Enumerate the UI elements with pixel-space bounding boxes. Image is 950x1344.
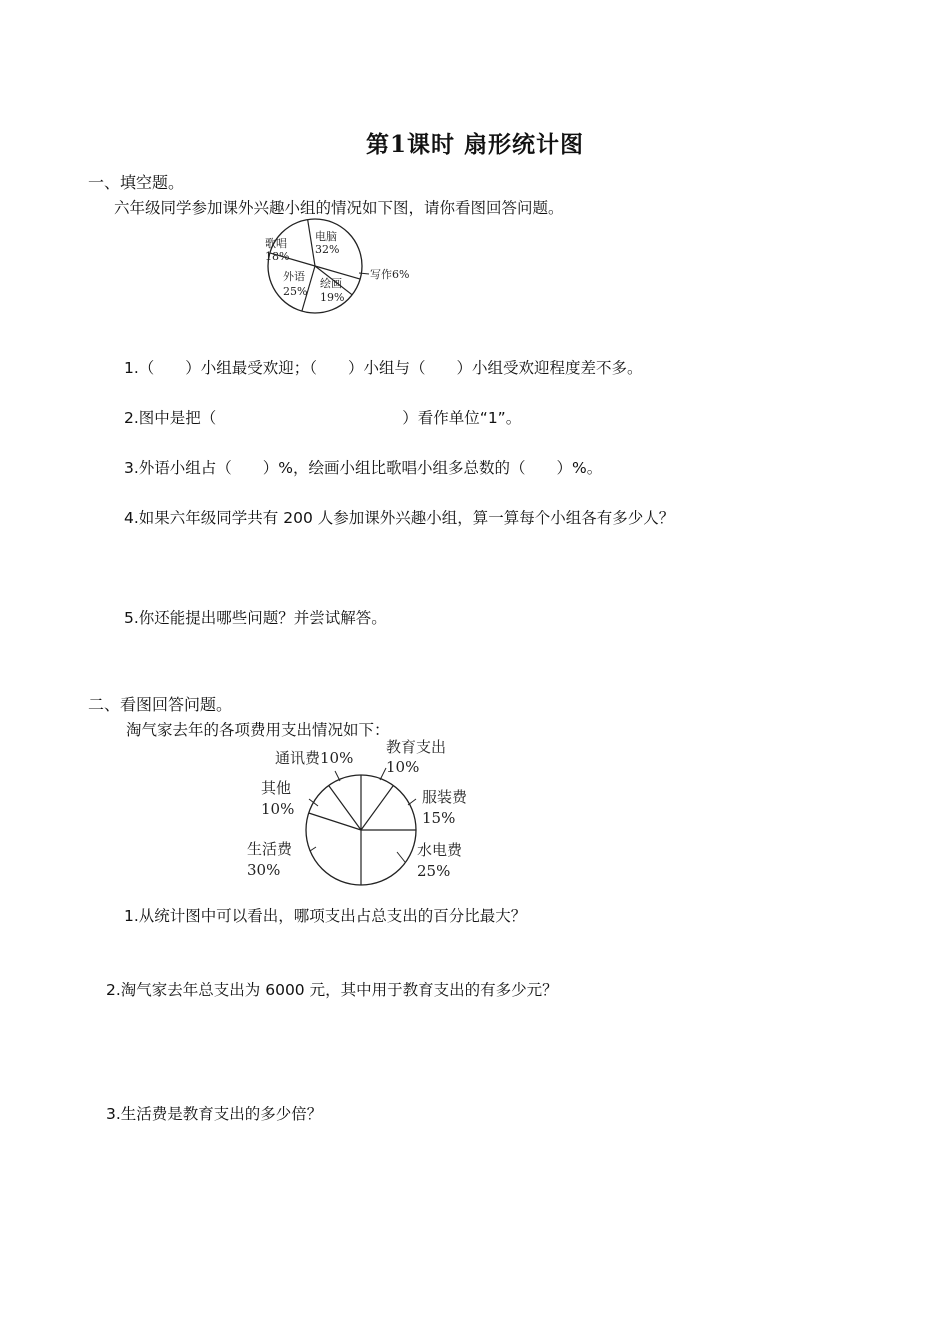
pie2-shenghuo-leader — [310, 847, 316, 851]
section-1-question-1: 1.（ ）小组最受欢迎；（ ）小组与（ ）小组受欢迎程度差不多。 — [124, 359, 643, 377]
pie2-pct-shenghuo: 30% — [247, 861, 281, 879]
pie1-pct-waiyu: 25% — [283, 285, 308, 298]
section-1-question-3: 3.外语小组占（ ）%，绘画小组比歌唱小组多总数的（ ）%。 — [124, 459, 603, 477]
pie2-label-fuzhuang: 服装费 — [422, 788, 468, 806]
section-1-heading: 一、填空题。 — [88, 173, 185, 192]
pie2-pct-fuzhuang: 15% — [422, 809, 456, 827]
pie2-slice-boundary-1 — [361, 786, 393, 831]
pie2-label-shenghuo: 生活费 — [247, 840, 293, 858]
pie2-label-shuidian: 水电费 — [417, 841, 463, 859]
pie2-pct-jiaoyu: 10% — [386, 758, 420, 776]
pie1-pct-diannao: 32% — [315, 243, 340, 256]
pie1-slice-boundary-0 — [308, 220, 315, 266]
page-title: 第1课时 扇形统计图 — [365, 131, 584, 158]
pie2-tongxun-leader — [335, 771, 340, 781]
pie2-label-jiaoyu: 教育支出 — [386, 738, 447, 756]
interest-group-pie-chart — [255, 218, 425, 322]
household-expense-pie-chart — [240, 735, 490, 890]
pie1-pct-gechang: 18% — [265, 250, 290, 263]
pie2-qita-leader — [309, 799, 318, 806]
pie2-fuzhuang-leader — [408, 799, 416, 805]
pie2-pct-shuidian: 25% — [417, 862, 451, 880]
section-2-intro: 淘气家去年的各项费用支出情况如下： — [126, 721, 390, 739]
pie2-slice-boundary-4 — [309, 813, 361, 830]
pie2-pct-qita: 10% — [261, 800, 295, 818]
section-2-heading: 二、看图回答问题。 — [88, 695, 233, 714]
pie1-label-xiezuo: 写作6% — [370, 268, 410, 281]
pie2-label-qita: 其他 — [261, 779, 292, 797]
section-2-question-2: 2.淘气家去年总支出为 6000 元，其中用于教育支出的有多少元？ — [106, 981, 558, 999]
section-1-question-2: 2.图中是把（ ）看作单位“1”。 — [124, 409, 522, 427]
pie1-label-waiyu: 外语 — [283, 270, 305, 283]
section-2-question-1: 1.从统计图中可以看出，哪项支出占总支出的百分比最大？ — [124, 907, 527, 925]
section-1-question-5: 5.你还能提出哪些问题？并尝试解答。 — [124, 609, 387, 627]
section-1-intro: 六年级同学参加课外兴趣小组的情况如下图，请你看图回答问题。 — [114, 199, 564, 217]
pie1-pct-huihua: 19% — [320, 291, 345, 304]
pie2-slice-boundary-5 — [329, 786, 361, 831]
pie1-label-gechang: 歌唱 — [265, 237, 287, 250]
section-1-question-4: 4.如果六年级同学共有 200 人参加课外兴趣小组，算一算每个小组各有多少人？ — [124, 509, 675, 527]
pie2-shuidian-leader — [397, 852, 405, 862]
pie1-label-diannao: 电脑 — [315, 230, 337, 243]
section-2-question-3: 3.生活费是教育支出的多少倍？ — [106, 1105, 323, 1123]
pie1-xiezuo-leader — [359, 273, 369, 274]
pie1-label-huihua: 绘画 — [320, 277, 342, 290]
pie2-label-tongxun: 通讯费10% — [275, 749, 354, 767]
